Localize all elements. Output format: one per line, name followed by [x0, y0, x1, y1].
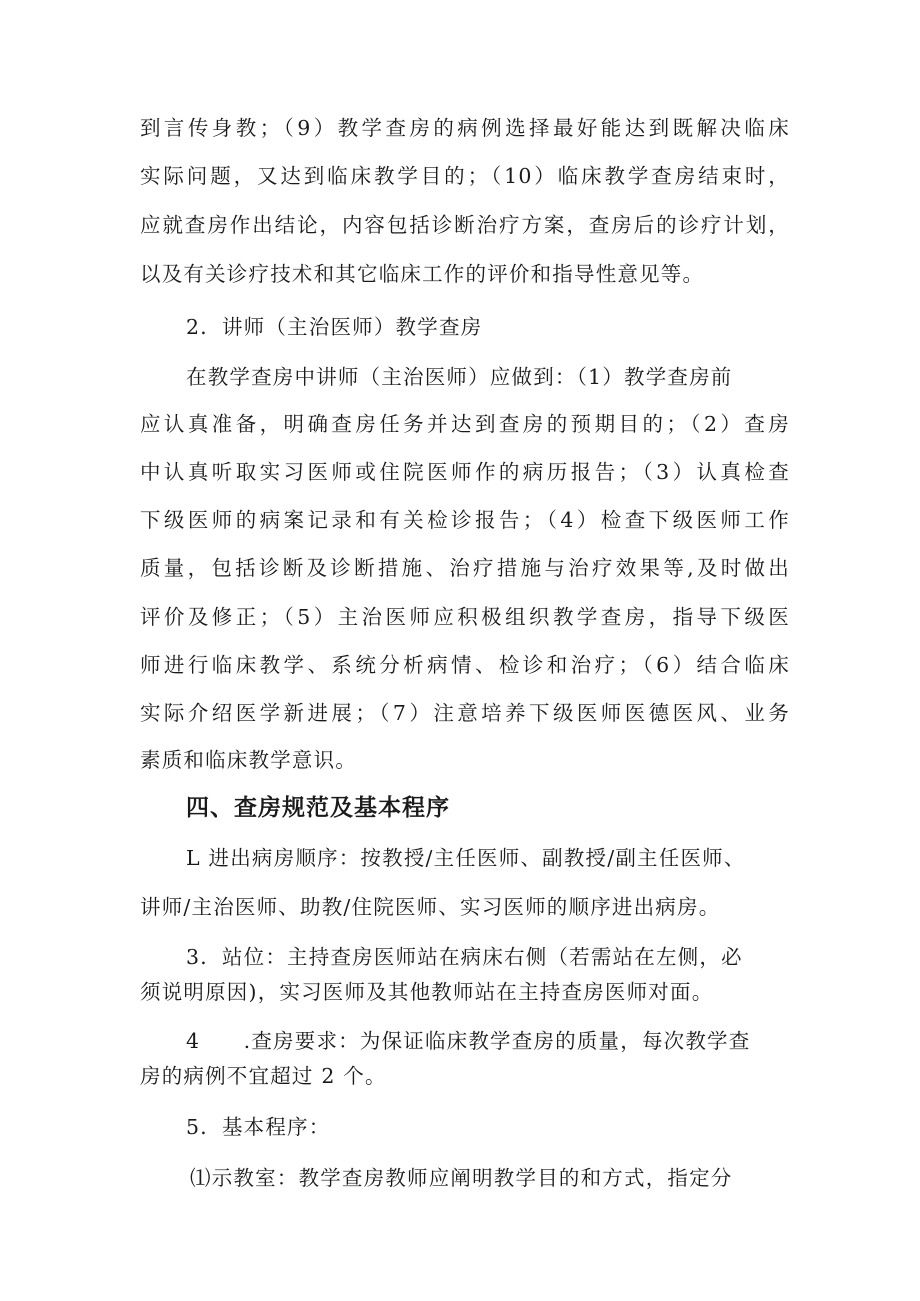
paragraph-line: 须说明原因)，实习医师及其他教师站在主持查房医师对面。 [140, 980, 714, 1004]
paragraph-line: 应认真准备，明确查房任务并达到查房的预期目的；（2）查房 [140, 412, 790, 436]
paragraph-line: 到言传身教；（9）教学查房的病例选择最好能达到既解决临床 [140, 116, 790, 140]
paragraph-line: 实际介绍医学新进展；（7）注意培养下级医师医德医风、业务 [140, 701, 790, 725]
paragraph-line: 3．站位：主持查房医师站在病床右侧（若需站在左侧，必 [186, 945, 743, 969]
paragraph-line: 素质和临床教学意识。 [140, 748, 357, 772]
paragraph-line: 以及有关诊疗技术和其它临床工作的评价和指导性意见等。 [140, 262, 705, 286]
paragraph-line: 评价及修正；（5）主治医师应积极组织教学查房，指导下级医 [140, 605, 790, 629]
paragraph-line: 房的病例不宜超过 2 个。 [140, 1064, 387, 1088]
paragraph-line: 讲师/主治医师、助教/住院医师、实习医师的顺序进出病房。 [140, 895, 721, 919]
paragraph-line: ⑴示教室：教学查房教师应阐明教学目的和方式，指定分 [190, 1166, 733, 1190]
paragraph-line: 5．基本程序： [186, 1115, 331, 1139]
paragraph-line: 实际问题，又达到临床教学目的；（10）临床教学查房结束时， [140, 164, 790, 188]
paragraph-line: 应就查房作出结论，内容包括诊断治疗方案，查房后的诊疗计划， [140, 213, 790, 237]
paragraph-line: 在教学查房中讲师（主治医师）应做到：（1）教学查房前 [186, 365, 733, 389]
section-heading: 四、查房规范及基本程序 [186, 795, 450, 821]
paragraph-line: 质量，包括诊断及诊断措施、治疗措施与治疗效果等,及时做出 [140, 556, 790, 580]
paragraph-line: 中认真听取实习医师或住院医师作的病历报告；（3）认真检查 [140, 460, 790, 484]
paragraph-line: L 进出病房顺序：按教授/主任医师、副教授/副主任医师、 [186, 846, 746, 870]
subsection-title: 2．讲师（主治医师）教学查房 [186, 315, 483, 339]
paragraph-line: 4 .查房要求：为保证临床教学查房的质量，每次教学查 [186, 1029, 751, 1053]
paragraph-line: 师进行临床教学、系统分析病情、检诊和治疗；（6）结合临床 [140, 653, 790, 677]
paragraph-line: 下级医师的病案记录和有关检诊报告；（4）检查下级医师工作 [140, 508, 790, 532]
